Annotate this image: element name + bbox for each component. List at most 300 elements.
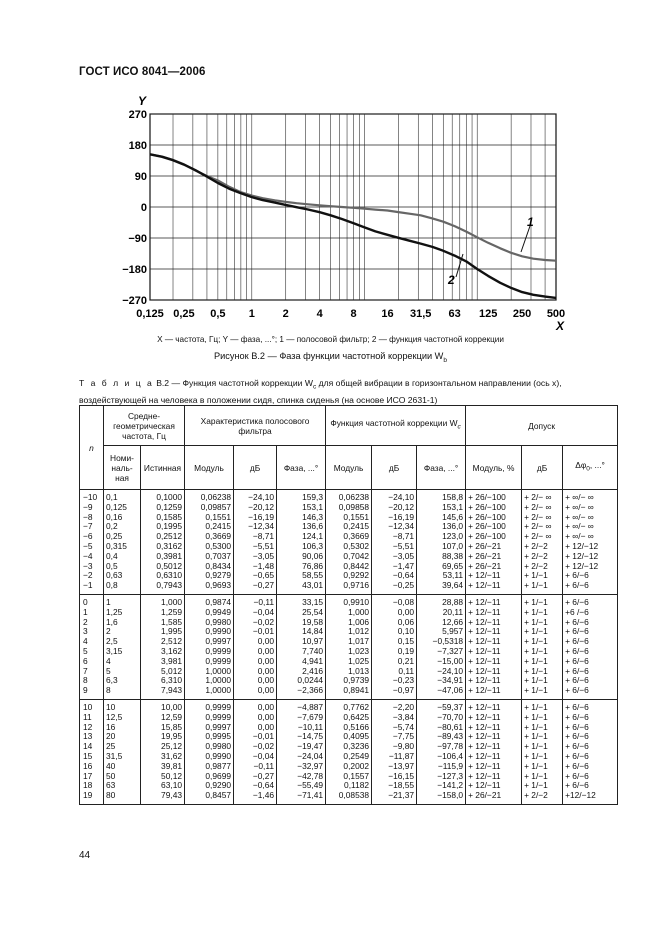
table-cell-value: 0,06238 [200, 492, 232, 502]
table-cell-value: −2 [83, 570, 93, 581]
table-cell-value: 63 [106, 780, 116, 791]
table-cell-value: + 1/−1 [524, 731, 548, 742]
header-band-phase: Фаза, ...° [277, 446, 326, 490]
table-cell [104, 594, 141, 699]
table-cell-value: −24,10 [248, 492, 275, 502]
table-cell [104, 490, 141, 595]
table-cell-value: +6 /−6 [565, 606, 589, 617]
table-cell-value: −16,19 [388, 511, 415, 522]
table-cell-value: + 6/−6 [565, 655, 589, 666]
table-caption-tail: для общей вибрации в горизонтальном направлении (ось x), воздействующей на человека в положении сидя, спинка сиденья (на основе ИСО 2631-1) [79, 378, 562, 405]
table-cell-value: + 1/−1 [524, 770, 548, 781]
table-cell-value: 3,162 [161, 645, 183, 656]
table-cell-value: + 1/−1 [524, 626, 548, 637]
table-cell [522, 699, 563, 804]
table-cell [234, 490, 277, 595]
table-cell-value: 0,2415 [343, 521, 370, 532]
table-cell-value: 0,00 [257, 721, 275, 732]
table-cell-value: −0,11 [253, 760, 275, 771]
table-cell-value: 0,9995 [205, 731, 232, 742]
table-cell-value: + 1/−1 [524, 580, 548, 591]
table-cell-value: 12,66 [442, 616, 464, 627]
table-cell-value: + 12/−11 [468, 701, 501, 712]
table-cell-value: + 12/−11 [468, 616, 501, 627]
table-cell-value: 12,59 [161, 711, 183, 722]
table-cell-value: 136,0 [442, 521, 464, 532]
table-cell-value: 0,3981 [156, 550, 183, 561]
x-tick-label: 0,5 [210, 308, 226, 320]
table-cell-value: 0,9997 [205, 636, 232, 647]
table-cell [141, 699, 185, 804]
table-cell-value: + 6/−6 [565, 665, 589, 676]
x-tick-label: 16 [381, 308, 394, 320]
table-cell-value: 90,06 [302, 550, 324, 561]
table-cell-value: 0,7037 [205, 550, 232, 561]
table-cell [372, 490, 417, 595]
table-cell-value: 12 [83, 721, 93, 732]
table-cell-value: 0,11 [398, 665, 415, 676]
table-cell-value: −4 [83, 550, 93, 561]
table-cell-value: + 26/−100 [468, 521, 506, 532]
table-cell-value: −8,71 [392, 531, 415, 542]
x-tick-label: 0,25 [173, 308, 195, 320]
table-cell-value: −42,78 [297, 770, 324, 781]
table-cell-value: −21,37 [388, 790, 415, 801]
table-cell-value: −0,23 [392, 675, 415, 686]
table-cell-value: 0,9290 [205, 780, 232, 791]
table-cell-value: 1,000 [348, 606, 370, 617]
table-cell-value: −16,19 [248, 511, 275, 522]
table-cell-value: 19,95 [161, 731, 183, 742]
table-cell-value: −0,08 [392, 596, 415, 607]
table-cell-value: 124,1 [302, 531, 324, 542]
table-cell-value: 63,10 [161, 780, 183, 791]
table-cell-value: + 26/−21 [468, 550, 502, 561]
table-cell-value: + 26/−100 [468, 501, 506, 512]
table-cell-value: 0,8442 [343, 560, 370, 571]
table-cell-value: 1,0000 [205, 685, 232, 696]
table-cell-value: 2 [106, 626, 111, 637]
table-cell-value: + 12/−11 [468, 665, 501, 676]
table-row-group [80, 699, 618, 804]
table-cell-value: 0,2512 [156, 531, 183, 542]
table-cell-value: −24,10 [437, 665, 464, 676]
table-cell-value: −89,43 [437, 731, 464, 742]
table-cell-value: + 2/−2 [524, 560, 548, 571]
table-cell-value: 39,81 [161, 760, 183, 771]
table-cell-value: −8 [83, 511, 93, 522]
table-cell-value: 0,1585 [156, 511, 183, 522]
table-cell-value: −10,11 [297, 721, 324, 732]
table-cell [563, 699, 618, 804]
table-cell-value: −0,64 [392, 570, 415, 581]
header-weight-db: дБ [372, 446, 417, 490]
table-cell-value: 159,3 [302, 492, 324, 502]
table-cell [466, 490, 522, 595]
table-cell-value: + 1/−1 [524, 760, 548, 771]
table-cell-value: 1,017 [348, 636, 370, 647]
table-cell-value: 0,9877 [205, 760, 232, 771]
table-cell [277, 699, 326, 804]
table-cell-value: 0,5 [106, 560, 118, 571]
table-cell-value: 0,9990 [205, 626, 232, 637]
table-cell-value: −5,51 [252, 540, 275, 551]
y-axis-label: Y [137, 94, 147, 108]
table-cell-value: 0,15 [397, 636, 415, 647]
table-cell-value: + 12/−12 [565, 550, 599, 561]
table-cell-value: 0,4 [106, 550, 118, 561]
table-cell-value: 0,3236 [343, 741, 370, 752]
table-cell-value: −106,4 [437, 750, 464, 761]
table-cell-value: 2,5 [106, 636, 118, 647]
table-cell-value: 15 [83, 750, 93, 761]
table-cell-value: 0,9739 [343, 675, 370, 686]
table-cell-value: −47,06 [437, 685, 464, 696]
leader-line-1 [521, 226, 530, 252]
table-cell-value: 0,9997 [205, 721, 232, 732]
table-cell-value: 1,0000 [205, 675, 232, 686]
table-cell-value: −6 [83, 531, 93, 542]
y-tick-label: 0 [140, 202, 147, 214]
table-cell-value: −127,3 [437, 770, 464, 781]
table-cell-value: + 6/−6 [565, 721, 589, 732]
table-cell-value: 0,8457 [205, 790, 232, 801]
table-cell [466, 594, 522, 699]
table-cell-value: + 6/−6 [565, 580, 589, 591]
table-cell-value: 1,000 [161, 596, 183, 607]
table-cell-value: + 6/−6 [565, 570, 589, 581]
x-tick-label: 2 [282, 308, 289, 320]
figure-caption [0, 351, 661, 364]
table-cell-value: 0,9949 [205, 606, 232, 617]
table-cell [372, 594, 417, 699]
table-cell-value: −3,05 [252, 550, 275, 561]
table-cell-value: 40 [106, 760, 116, 771]
table-cell-value: 0,8 [106, 580, 118, 591]
table-cell-value: 0,9999 [205, 655, 232, 666]
x-tick-label: 250 [512, 308, 532, 320]
x-tick-label: 8 [350, 308, 357, 320]
table-cell-value: 0,9699 [205, 770, 232, 781]
table-cell-value: 11 [83, 711, 92, 722]
table-body [80, 490, 618, 805]
table-cell-value: + 6/−6 [565, 616, 589, 627]
y-tick-label: 270 [128, 109, 147, 121]
x-tick-label: 500 [546, 308, 566, 320]
table-cell [185, 594, 234, 699]
table-cell-value: 0,1259 [156, 501, 183, 512]
table-cell-value: 0,2 [106, 521, 118, 532]
table-cell-value: 76,86 [302, 560, 324, 571]
table-cell-value: + 1/−1 [524, 711, 548, 722]
table-cell-value: 0,9716 [343, 580, 370, 591]
header-tol-modul: Модуль, % [466, 446, 522, 490]
table-cell-value: 1,995 [161, 626, 183, 637]
table-cell-value: 20,11 [442, 606, 464, 617]
table-cell-value: −7,327 [437, 645, 464, 656]
table-cell-value: −20,12 [248, 501, 275, 512]
table-cell-value: + 6/−6 [565, 636, 589, 647]
table-cell-value: 80 [106, 790, 116, 801]
table-cell-value: + 6/−6 [565, 645, 589, 656]
document-header: ГОСТ ИСО 8041—2006 [79, 66, 206, 78]
table-cell-value: 0,1551 [343, 511, 370, 522]
table-cell-value: 0,00 [257, 665, 275, 676]
table-cell-value: + 2/− ∞ [524, 511, 552, 522]
table-cell-value: 123,0 [442, 531, 464, 542]
table-cell-value: + 2/− ∞ [524, 492, 552, 502]
table-cell-value: −0,27 [252, 770, 275, 781]
table-cell-value: 0,9279 [205, 570, 232, 581]
table-cell-value: 0,8434 [205, 560, 232, 571]
table-cell-value: 0,09857 [200, 501, 232, 512]
table-cell-value: + 26/−21 [468, 790, 502, 801]
table-cell-value: 0,06238 [338, 492, 370, 502]
table-cell-value: 0,00 [257, 655, 275, 666]
table-cell-value: 6 [83, 655, 88, 666]
header-weight-phase: Фаза, ...° [417, 446, 466, 490]
table-cell-value: 0,00 [257, 701, 275, 712]
table-cell-value: 19 [83, 790, 93, 801]
table-cell-value: 0,3162 [156, 540, 183, 551]
header-n: n [80, 406, 104, 490]
table-cell-value: + 12/−11 [468, 580, 501, 591]
table-cell-value: + 1/−1 [524, 701, 548, 712]
table-cell-value: −97,78 [437, 741, 464, 752]
table-cell-value: 6,310 [161, 675, 183, 686]
series-label-1: 1 [527, 215, 534, 229]
table-cell-value: 1,25 [106, 606, 123, 617]
table-cell [277, 490, 326, 595]
table-cell-value: −12,34 [248, 521, 275, 532]
table-cell-value: −0,11 [253, 596, 275, 607]
header-band-filter: Характеристика полосового фильтра [185, 406, 326, 446]
table-cell-value: −0,97 [392, 685, 415, 696]
table-cell-value: + 12/−11 [468, 760, 501, 771]
weighting-table [79, 405, 618, 805]
table-cell-value: 0,4095 [343, 731, 370, 742]
table-cell-value: 0 [83, 596, 88, 607]
table-cell-value: + 1/−1 [524, 741, 548, 752]
table-cell-value: + 12/−12 [565, 540, 599, 551]
table-cell-value: + 2/− ∞ [524, 531, 552, 542]
table-cell-value: −24,04 [297, 750, 324, 761]
table-cell-value: 10 [106, 701, 116, 712]
table-cell-value: + ∞/− ∞ [565, 521, 594, 532]
table-cell [80, 699, 104, 804]
table-cell-value: + 12/−11 [468, 570, 501, 581]
table-cell-value: 0,00 [257, 685, 275, 696]
table-cell-value: −34,91 [437, 675, 464, 686]
table-cell-value: 0,9980 [205, 741, 232, 752]
table-cell-value: −7,75 [392, 731, 415, 742]
table-cell [234, 699, 277, 804]
table-cell [466, 699, 522, 804]
table-cell-value: + ∞/− ∞ [565, 531, 594, 542]
table-cell-value: 50,12 [161, 770, 183, 781]
table-cell-value: 145,6 [442, 511, 464, 522]
table-cell-value: 0,5012 [156, 560, 183, 571]
table-cell-value: 0,00 [257, 636, 275, 647]
table-cell-value: −5,74 [392, 721, 415, 732]
table-cell-value: 19,58 [302, 616, 324, 627]
table-cell-value: 0,1557 [343, 770, 370, 781]
table-cell-value: 14 [83, 741, 93, 752]
table-cell-value: + 1/−1 [524, 655, 548, 666]
table-cell-value: + 12/−11 [468, 770, 501, 781]
table-cell-value: 4 [83, 636, 88, 647]
table-cell-value: + 6/−6 [565, 780, 589, 791]
table-cell-value: −24,10 [388, 492, 415, 502]
table-cell-value: −0,04 [252, 750, 275, 761]
table-cell-value: 16 [106, 721, 116, 732]
table-cell-value: −7,679 [297, 711, 324, 722]
table-cell-value: + 6/−6 [565, 596, 589, 607]
table-cell-value: 8 [83, 675, 88, 686]
header-frequency: Средне- геометрическая частота, Гц [104, 406, 185, 446]
table-cell-value: 1 [106, 596, 111, 607]
table-cell-value: −115,9 [437, 760, 464, 771]
table-cell-value: + 12/−11 [468, 626, 501, 637]
table-cell-value: 0,2415 [205, 521, 232, 532]
y-tick-label: −90 [128, 233, 147, 245]
table-cell-value: 0,1182 [344, 780, 370, 791]
table-cell-value: 0,9292 [343, 570, 370, 581]
table-cell-value: 2,416 [302, 665, 324, 676]
table-cell [522, 594, 563, 699]
table-cell-value: −14,75 [297, 731, 324, 742]
table-cell-value: 3,981 [161, 655, 183, 666]
table-cell-value: −7 [83, 521, 93, 532]
table-cell-value: + 6/−6 [565, 760, 589, 771]
table-cell [417, 699, 466, 804]
table-cell-value: 15,85 [161, 721, 183, 732]
table-cell-value: + 1/−1 [524, 645, 548, 656]
table-cell-value: 0,7943 [156, 580, 183, 591]
table-cell-value: 1,6 [106, 616, 118, 627]
table-cell-value: + 12/−11 [468, 731, 501, 742]
table-cell-value: −0,27 [252, 580, 275, 591]
figure-caption-text: Рисунок В.2 — Фаза функции частотной коррекции W [214, 351, 444, 361]
table-caption-title: В.2 — Функция частотной коррекции W [156, 378, 313, 388]
table-cell-value: + 6/−6 [565, 675, 589, 686]
table-cell-value: 6,3 [106, 675, 118, 686]
table-cell-value: −1 [83, 580, 93, 591]
table-cell-value: 31,62 [161, 750, 183, 761]
table-cell-value: 0,1 [106, 492, 118, 502]
table-cell-value: + 12/−11 [468, 636, 501, 647]
table-cell-value: + 12/−11 [468, 711, 501, 722]
x-tick-label: 63 [448, 308, 461, 320]
table-cell-value: −2,366 [297, 685, 324, 696]
table-cell [104, 699, 141, 804]
table-cell-value: + 6/−6 [565, 770, 589, 781]
y-tick-label: −270 [122, 295, 147, 307]
table-cell-value: 53,11 [442, 570, 464, 581]
table-cell-value: + 2/−2 [524, 790, 548, 801]
table-cell [326, 699, 372, 804]
header-weight-modul: Модуль [326, 446, 372, 490]
table-cell-value: −158,0 [437, 790, 464, 801]
table-cell-value: 0,1551 [205, 511, 232, 522]
table-cell-value: −20,12 [388, 501, 415, 512]
table-cell-value: + 2/−2 [524, 550, 548, 561]
table-cell-value: 0,6310 [156, 570, 183, 581]
table-cell-value: + 1/−1 [524, 780, 548, 791]
table-cell-value: 0,00 [397, 606, 415, 617]
page-number: 44 [79, 850, 91, 861]
table-cell-value: 7 [83, 665, 88, 676]
table-cell-value: + 1/−1 [524, 685, 548, 696]
table-cell-value: 16 [83, 760, 93, 771]
table-cell-value: + 1/−1 [524, 750, 548, 761]
table-cell-value: −3,84 [392, 711, 415, 722]
table-cell-value: 10,97 [302, 636, 324, 647]
table-cell-value: 14,84 [302, 626, 324, 637]
table-cell-value: 7,943 [161, 685, 183, 696]
table-cell-value: 106,3 [302, 540, 324, 551]
table-cell-value: 1,259 [161, 606, 183, 617]
table-cell-value: + 26/−21 [468, 560, 502, 571]
table-cell-value: −5 [83, 540, 93, 551]
table-cell-value: −55,49 [297, 780, 324, 791]
header-exact: Истинная [141, 446, 185, 490]
table-cell-value: + 12/−11 [468, 685, 501, 696]
table-cell-value: 0,9874 [205, 596, 232, 607]
table-cell-value: + 1/−1 [524, 616, 548, 627]
table-cell-value: 0,00 [257, 645, 275, 656]
table-cell-value: + 1/−1 [524, 636, 548, 647]
table-cell-value: + 12/−11 [468, 741, 501, 752]
table-cell-value: + 1/−1 [524, 570, 548, 581]
table-cell-value: 0,7762 [343, 701, 370, 712]
table-cell-value: 50 [106, 770, 116, 781]
table-cell-value: 153,1 [442, 501, 464, 512]
table-cell-value: + 1/−1 [524, 675, 548, 686]
table-cell [417, 594, 466, 699]
table-cell-value: + 6/−6 [565, 711, 589, 722]
header-weighting: Функция частотной коррекции $W_c$ [326, 406, 466, 446]
table-cell-value: 1,023 [348, 645, 370, 656]
table-cell-value: 4 [106, 655, 111, 666]
table-cell-value: + ∞/− ∞ [565, 492, 594, 502]
table-cell-value: + 12/−11 [468, 721, 501, 732]
table-caption [79, 377, 619, 406]
table-cell-value: −141,2 [437, 780, 464, 791]
table-cell-value: −2,20 [392, 701, 415, 712]
table-cell-value: 25,12 [161, 741, 183, 752]
table-cell-value: 0,7042 [343, 550, 370, 561]
table-cell-value: 43,01 [302, 580, 324, 591]
table-cell-value: 0,5302 [343, 540, 370, 551]
table-cell-value: + 1/−1 [524, 665, 548, 676]
table-cell-value: + 2/− ∞ [524, 501, 552, 512]
table-cell-value: 28,88 [442, 596, 464, 607]
table-cell-value: −18,55 [388, 780, 415, 791]
table-cell-value: + 12/−11 [468, 606, 501, 617]
table-cell-value: −0,25 [392, 580, 415, 591]
table-cell-value: + 12/−11 [468, 645, 501, 656]
table-cell-value: 88,38 [442, 550, 464, 561]
table-cell-value: + 12/−12 [565, 560, 599, 571]
table-cell-value: −0,01 [252, 626, 275, 637]
table-cell-value: −19,47 [297, 741, 324, 752]
table-cell-value: 1,0000 [205, 665, 232, 676]
table-cell-value: −8,71 [252, 531, 275, 542]
table-cell-value: 0,9999 [205, 711, 232, 722]
table-cell-value: −59,37 [437, 701, 464, 712]
table-cell-value: −3 [83, 560, 93, 571]
